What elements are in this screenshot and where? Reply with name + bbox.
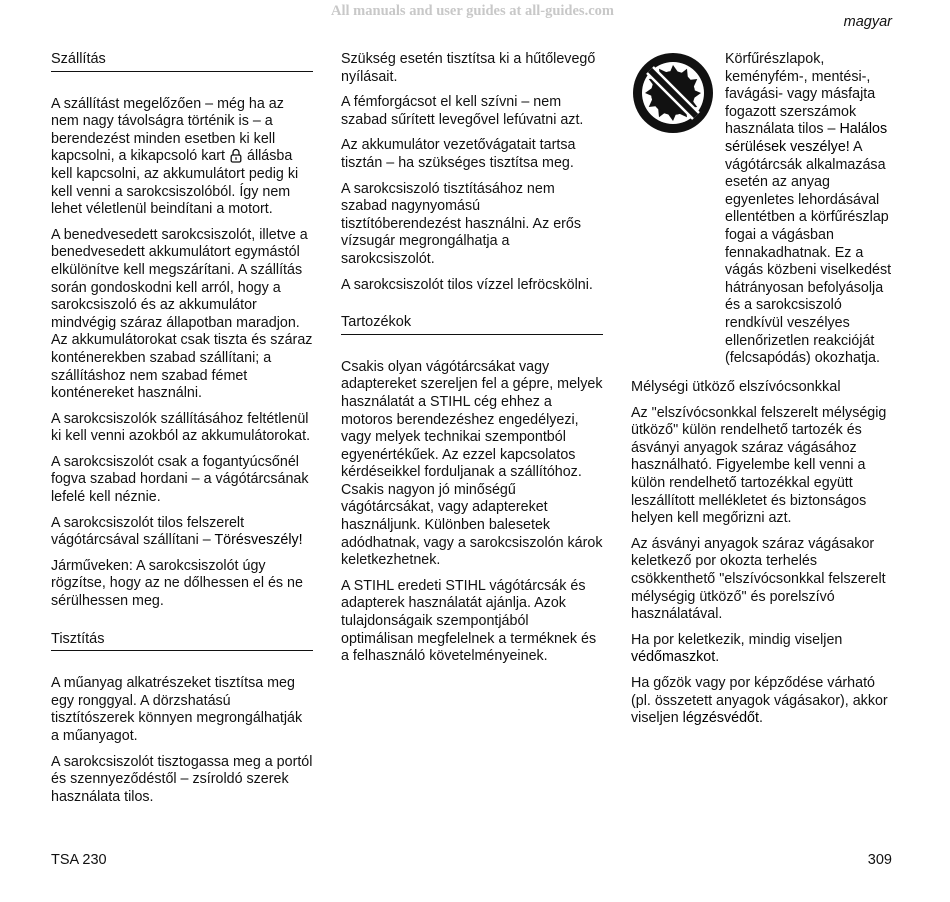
footer-model: TSA 230 <box>51 852 107 868</box>
paragraph <box>51 515 313 550</box>
saw-blade-warning <box>631 51 893 371</box>
column-middle <box>341 51 603 674</box>
text: állásba kell kapcsolni, az akkumulátort pedig ki kell venni a sarokcsiszolóból. Így nem lehet véletlenül beindítani a motort. <box>51 148 299 218</box>
paragraph: Szükség esetén tisztítsa ki a hűtőlevegő nyílásait. <box>341 51 596 85</box>
section-heading-cleaning: Tisztítás <box>51 631 313 652</box>
text: A szállítást megelőzően – még ha az nem nagy távolságra történik is – a berendezést minden esetben ki kell kapcsolni, a kikapcsoló kart <box>51 95 284 165</box>
section-heading-depth-stop: Mélységi ütköző elszívócsonkkal <box>631 379 841 395</box>
text: Ha por keletkezik, mindig viseljen <box>631 631 843 648</box>
paragraph: A műanyag alkatrészeket tisztítsa meg egy ronggyal. A dörzshatású tisztítószerek könnyen megrongálhatják a műanyagot. <box>51 675 303 744</box>
text: A vágótárcsák alkalmazása esetén az anyag egyenletes lehordásával ellentétben a körfűrészlap fogai a vágásban fennakadhatnak. Ez a vágás közbeni viselkedést hátrányosan befolyásolja és a sarokcsiszoló rendkívül veszélyes ellenőrizetlen reakcióját (felcsapódás) okozhatja. <box>725 138 892 367</box>
language-label: magyar <box>843 14 892 30</box>
paragraph: Járműveken: A sarokcsiszolót úgy rögzítse, hogy az ne dőlhessen el és ne sérülhessen meg. <box>51 557 303 610</box>
paragraph: A STIHL eredeti STIHL vágótárcsák és adapterek használatát ajánlja. Azok tulajdonságaik szempontjából optimálisan megfelelnek a terméknek és a felhasználó követelményeinek. <box>341 577 597 665</box>
paragraph: A sarokcsiszolót csak a fogantyúcsőnél fogva szabad hordani – a vágótárcsának lefelé kell néznie. <box>51 453 309 506</box>
paragraph: Az "elszívócsonkkal felszerelt mélységig ütköző" külön rendelhető tartozék és ásványi anyagok száraz vágásához használható. Figyelembe kell venni a külön rendelhető tartozékkal együtt leszállított mellékletet és biztonságos helyen kell megőrizni azt. <box>631 404 887 527</box>
column-left <box>51 51 313 814</box>
paragraph: Csakis olyan vágótárcsákat vagy adaptereket szereljen fel a gépre, melyek használatát a STIHL cég ehhez a motoros berendezéshez engedélyezi, vagy melyek technikai szempontból egyenértékűek. Az ezzel kapcsolatos kérdéseikkel forduljanak a szállítóhoz. Csakis nagyon jó minőségű vágótárcsákat, vagy adaptereket használjunk. Különben balesetek adódhatnak, vagy a sarokcsiszolón károk keletkezhetnek. <box>341 358 603 569</box>
section-heading-transport: Szállítás <box>51 51 313 72</box>
warning-text: Törésveszély! <box>214 532 303 549</box>
paragraph: A sarokcsiszoló tisztításához nem szabad nagynyomású tisztítóberendezést használni. Az erős vízsugár megrongálhatja a sarokcsiszolót. <box>341 180 582 267</box>
emphasis-text: védőmaszkot <box>631 649 716 666</box>
paragraph: Az akkumulátor vezetővágatait tartsa tisztán – ha szükséges tisztítsa meg. <box>341 137 576 171</box>
text: . <box>758 710 763 727</box>
watermark: All manuals and user guides at all-guides.com <box>331 3 614 19</box>
emphasis-text: légzésvédőt <box>682 710 759 727</box>
column-right <box>631 51 893 736</box>
paragraph <box>631 632 893 667</box>
paragraph <box>631 675 893 728</box>
paragraph: A fémforgácsot el kell szívni – nem szabad sűrített levegővel lefúvatni azt. <box>341 94 584 128</box>
paragraph: A sarokcsiszolót tilos vízzel lefröcskölni. <box>341 276 593 293</box>
no-saw-blade-icon <box>631 51 715 135</box>
text: A sarokcsiszolót tilos felszerelt vágótárcsával szállítani – <box>51 514 245 549</box>
text: Körfűrészlapok, keményfém-, mentési-, favágási- vagy másfajta fogazott szerszámok használata tilos – <box>725 51 876 138</box>
text: . <box>715 649 720 666</box>
warning-text: Halálos sérülések veszélye! <box>725 121 888 155</box>
lock-icon <box>230 148 242 163</box>
text: Ha gőzök vagy por képződése várható (pl. összetett anyagok vágásakor), akkor viseljen <box>631 674 888 727</box>
section-heading-accessories: Tartozékok <box>341 314 603 335</box>
paragraph: A benedvesedett sarokcsiszolót, illetve a benedvesedett akkumulátort egymástól elkülönítve kell megszárítani. A szállítás során gondoskodni kell arról, hogy a sarokcsiszoló és az akkumulátor mindvégig száraz állapotban maradjon. Az akkumulátorokat csak tiszta és száraz konténerekben szabad szállítani; a szállításhoz nem szabad fémet konténereket használni. <box>51 226 313 402</box>
paragraph <box>725 51 893 368</box>
paragraph: Az ásványi anyagok száraz vágásakor keletkező por okozta terhelés csökkenthető "elszívócsonkkal felszerelt mélységig ütköző" és porelszívó használatával. <box>631 535 886 623</box>
page-number: 309 <box>867 852 892 868</box>
paragraph: A sarokcsiszolót tisztogassa meg a portól és szennyeződéstől – zsíroldó szerek használata tilos. <box>51 753 313 805</box>
paragraph: A sarokcsiszolók szállításához feltétlenül ki kell venni azokból az akkumulátorokat. <box>51 410 311 445</box>
paragraph <box>51 96 313 219</box>
